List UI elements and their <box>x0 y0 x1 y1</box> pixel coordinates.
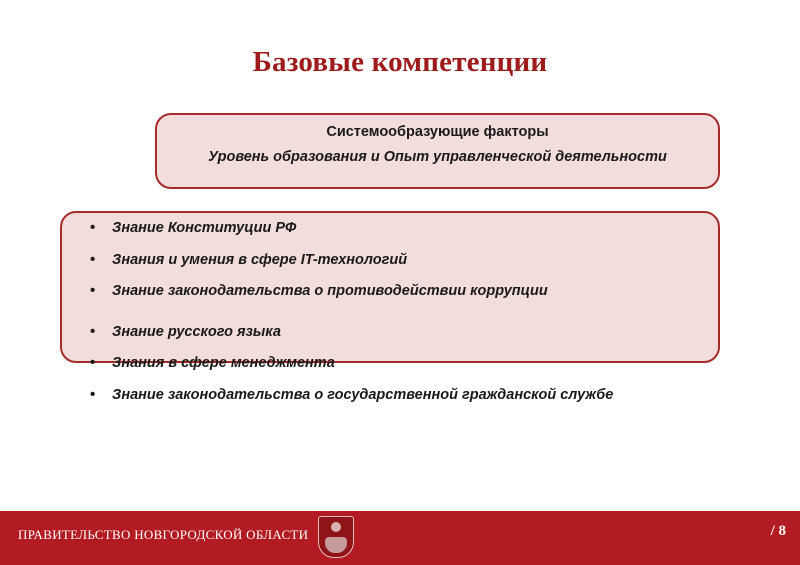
footer-organization: ПРАВИТЕЛЬСТВО НОВГОРОДСКОЙ ОБЛАСТИ <box>18 527 309 542</box>
bullet-icon: • <box>90 219 96 236</box>
footer-bar <box>0 511 800 565</box>
list-item-label: Знание Конституции РФ <box>112 220 297 236</box>
system-factors-subtitle: Уровень образования и Опыт управленческой деятельности <box>208 148 667 165</box>
list-item-label: Знание законодательства о государственной гражданской службе <box>112 386 614 403</box>
bullet-icon: • <box>90 354 96 371</box>
list-item <box>72 250 762 268</box>
list-item-label: Знания в сфере менеджмента <box>112 355 335 371</box>
list-item <box>72 221 762 236</box>
list-item <box>72 356 762 371</box>
system-factors-box <box>155 113 720 189</box>
list-item <box>72 385 762 403</box>
page-title: Базовые компетенции <box>252 46 548 78</box>
novgorod-coat-of-arms-icon <box>318 516 358 560</box>
list-item-label: Знания и умения в сфере IT-технологий <box>112 251 408 268</box>
list-item <box>72 322 762 340</box>
list-item <box>72 284 762 299</box>
list-item-label: Знание законодательства о противодействии коррупции <box>112 283 548 299</box>
bullet-icon: • <box>90 250 96 268</box>
bullet-icon: • <box>90 282 96 299</box>
bullet-icon: • <box>90 385 96 403</box>
competencies-list <box>72 221 762 419</box>
list-item-label: Знание русского языка <box>112 323 281 340</box>
system-factors-title: Системообразующие факторы <box>326 124 549 140</box>
page-number: / 8 <box>770 523 786 539</box>
bullet-icon: • <box>90 322 96 340</box>
